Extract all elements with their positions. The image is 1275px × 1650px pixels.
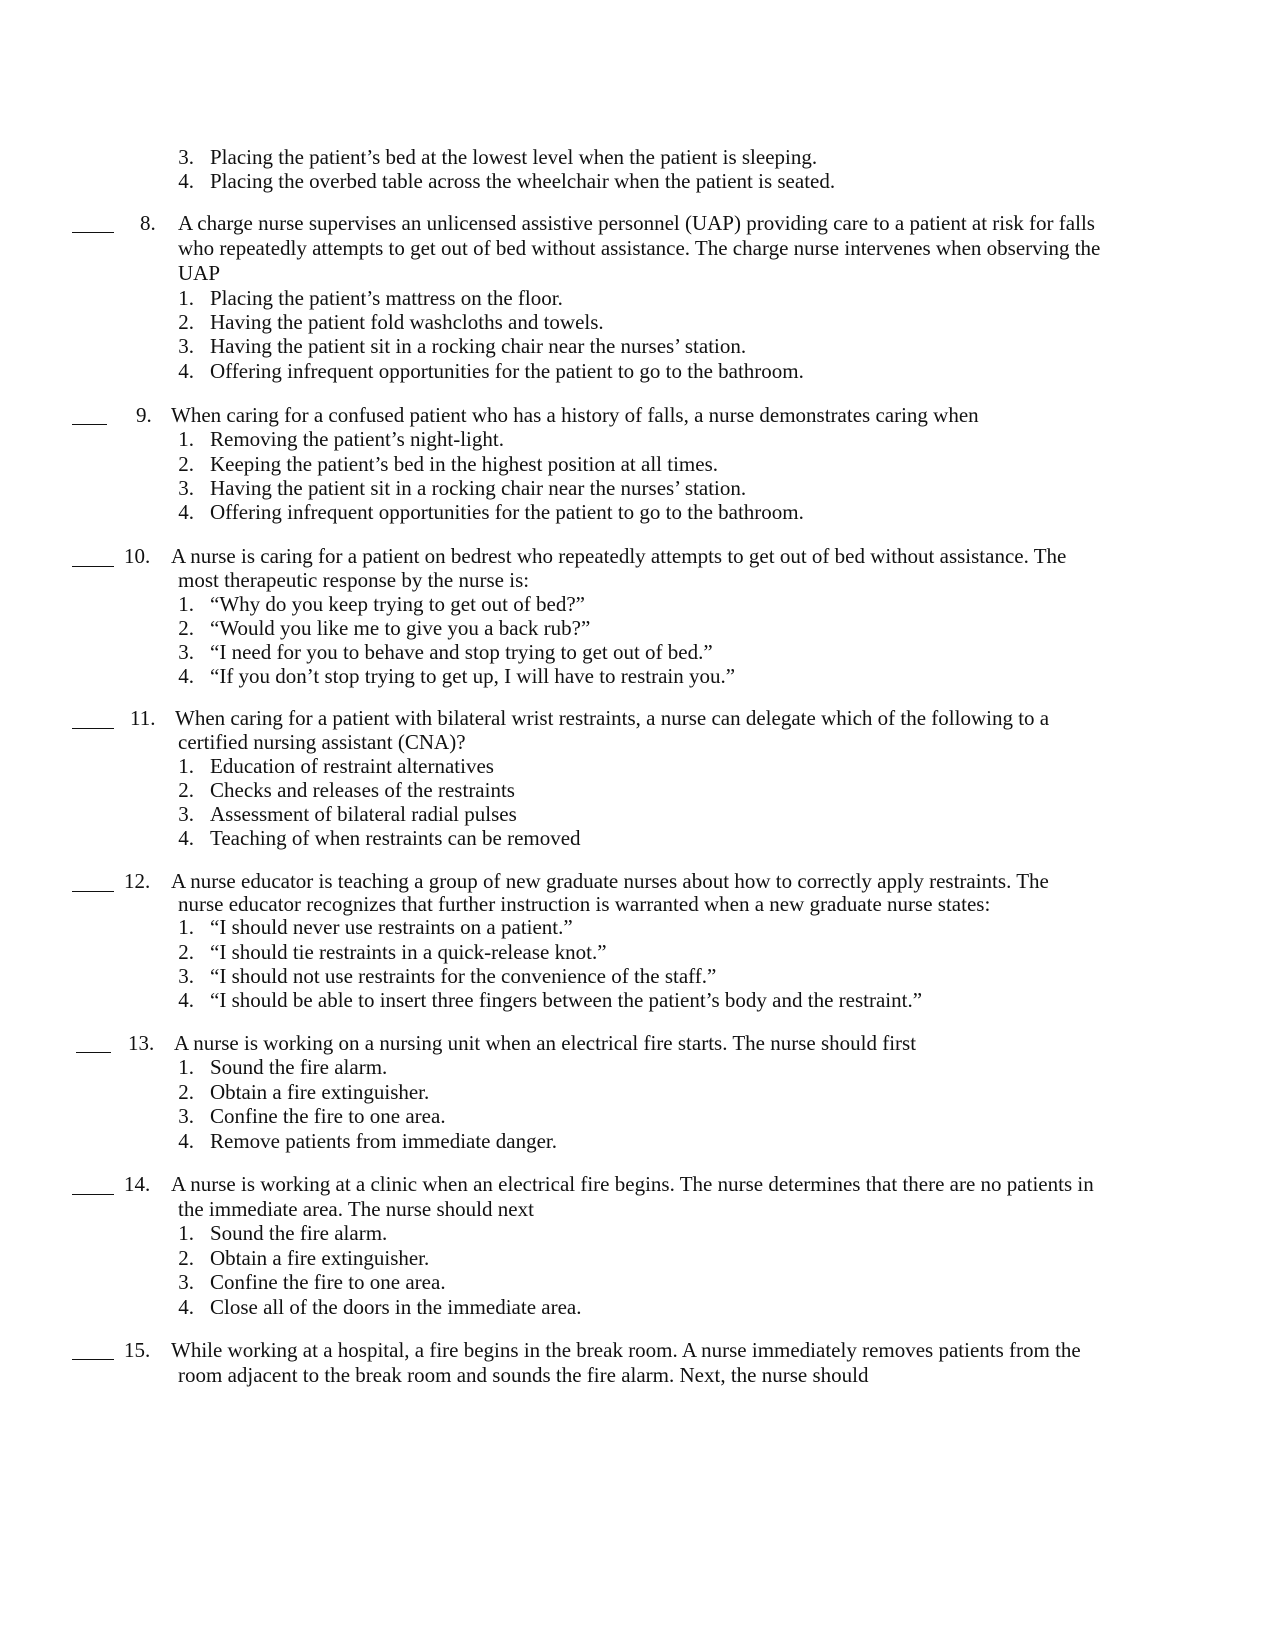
option-text: Checks and releases of the restraints (210, 778, 515, 802)
option-number: 2. (178, 778, 194, 802)
option-text: Offering infrequent opportunities for the patient to go to the bathroom. (210, 359, 804, 383)
answer-blank[interactable] (72, 232, 114, 233)
option-number: 2. (178, 1080, 194, 1104)
option-number: 4. (178, 664, 194, 688)
option-text: Placing the patient’s mattress on the floor. (210, 286, 563, 310)
option-text: Having the patient sit in a rocking chair near the nurses’ station. (210, 476, 747, 500)
option-number: 1. (178, 592, 194, 616)
question-stem-line: who repeatedly attempts to get out of bed without assistance. The charge nurse intervenes when observing the (178, 236, 1101, 260)
question-stem-line: the immediate area. The nurse should next (178, 1197, 534, 1221)
option-number: 1. (178, 915, 194, 939)
option-number: 3. (178, 145, 194, 169)
question-stem-line: A nurse educator is teaching a group of new graduate nurses about how to correctly apply restraints. The (171, 869, 1049, 893)
option-text: Confine the fire to one area. (210, 1104, 446, 1128)
question-number: 10. (124, 544, 151, 568)
question-number: 8. (140, 211, 156, 235)
answer-blank[interactable] (76, 1052, 111, 1053)
question-stem-line: A charge nurse supervises an unlicensed assistive personnel (UAP) providing care to a patient at risk for falls (178, 211, 1095, 235)
question-stem-line: When caring for a patient with bilateral wrist restraints, a nurse can delegate which of the following to a (175, 706, 1050, 730)
answer-blank[interactable] (72, 1194, 114, 1195)
option-text: Having the patient fold washcloths and towels. (210, 310, 604, 334)
option-number: 4. (178, 1295, 194, 1319)
option-number: 2. (178, 940, 194, 964)
option-text: “I should tie restraints in a quick-release knot.” (210, 940, 607, 964)
option-text: Having the patient sit in a rocking chair near the nurses’ station. (210, 334, 747, 358)
question-stem-line: UAP (178, 261, 221, 285)
answer-blank[interactable] (72, 1359, 114, 1360)
option-text: Placing the patient’s bed at the lowest level when the patient is sleeping. (210, 145, 818, 169)
option-number: 2. (178, 310, 194, 334)
option-text: Close all of the doors in the immediate area. (210, 1295, 582, 1319)
option-text: Education of restraint alternatives (210, 754, 494, 778)
question-number: 14. (124, 1172, 151, 1196)
option-text: Teaching of when restraints can be removed (210, 826, 581, 850)
question-number: 12. (124, 869, 151, 893)
answer-blank[interactable] (72, 891, 114, 892)
option-number: 4. (178, 826, 194, 850)
question-stem-line: certified nursing assistant (CNA)? (178, 730, 466, 754)
option-text: “Why do you keep trying to get out of bed?” (210, 592, 585, 616)
option-number: 4. (178, 169, 194, 193)
option-number: 2. (178, 616, 194, 640)
option-text: Sound the fire alarm. (210, 1055, 388, 1079)
option-text: “I should be able to insert three fingers between the patient’s body and the restraint.” (210, 988, 923, 1012)
option-number: 3. (178, 1104, 194, 1128)
option-number: 4. (178, 1129, 194, 1153)
option-number: 3. (178, 802, 194, 826)
option-text: Keeping the patient’s bed in the highest position at all times. (210, 452, 718, 476)
option-text: “I should not use restraints for the convenience of the staff.” (210, 964, 717, 988)
option-text: Remove patients from immediate danger. (210, 1129, 557, 1153)
question-number: 9. (136, 403, 152, 427)
option-text: “If you don’t stop trying to get up, I will have to restrain you.” (210, 664, 736, 688)
answer-blank[interactable] (72, 728, 114, 729)
question-number: 13. (128, 1031, 155, 1055)
question-stem-line: When caring for a confused patient who has a history of falls, a nurse demonstrates caring when (171, 403, 979, 427)
question-number: 15. (124, 1338, 151, 1362)
question-stem-line: While working at a hospital, a fire begins in the break room. A nurse immediately removes patients from the (171, 1338, 1081, 1362)
option-text: Removing the patient’s night-light. (210, 427, 504, 451)
option-number: 4. (178, 359, 194, 383)
option-number: 1. (178, 754, 194, 778)
question-stem-line: room adjacent to the break room and sounds the fire alarm. Next, the nurse should (178, 1363, 869, 1387)
question-number: 11. (130, 706, 156, 730)
option-number: 1. (178, 1055, 194, 1079)
answer-blank[interactable] (72, 566, 114, 567)
option-text: Obtain a fire extinguisher. (210, 1080, 430, 1104)
option-text: “Would you like me to give you a back rub?” (210, 616, 591, 640)
question-stem-line: nurse educator recognizes that further instruction is warranted when a new graduate nurse states: (178, 892, 991, 916)
option-text: Confine the fire to one area. (210, 1270, 446, 1294)
question-stem-line: most therapeutic response by the nurse is: (178, 568, 530, 592)
answer-blank[interactable] (72, 424, 107, 425)
option-number: 1. (178, 286, 194, 310)
option-number: 1. (178, 1221, 194, 1245)
option-text: Sound the fire alarm. (210, 1221, 388, 1245)
option-number: 4. (178, 988, 194, 1012)
option-number: 3. (178, 476, 194, 500)
option-number: 3. (178, 640, 194, 664)
option-text: “I need for you to behave and stop trying to get out of bed.” (210, 640, 713, 664)
option-number: 2. (178, 1246, 194, 1270)
option-number: 4. (178, 500, 194, 524)
option-number: 2. (178, 452, 194, 476)
option-number: 3. (178, 964, 194, 988)
option-number: 3. (178, 1270, 194, 1294)
option-text: Placing the overbed table across the wheelchair when the patient is seated. (210, 169, 836, 193)
question-stem-line: A nurse is working at a clinic when an electrical fire begins. The nurse determines that there are no patients in (171, 1172, 1094, 1196)
option-text: “I should never use restraints on a patient.” (210, 915, 573, 939)
option-text: Offering infrequent opportunities for the patient to go to the bathroom. (210, 500, 804, 524)
question-stem-line: A nurse is working on a nursing unit when an electrical fire starts. The nurse should first (174, 1031, 917, 1055)
option-text: Assessment of bilateral radial pulses (210, 802, 517, 826)
option-number: 3. (178, 334, 194, 358)
option-number: 1. (178, 427, 194, 451)
option-text: Obtain a fire extinguisher. (210, 1246, 430, 1270)
question-stem-line: A nurse is caring for a patient on bedrest who repeatedly attempts to get out of bed without assistance. The (171, 544, 1067, 568)
